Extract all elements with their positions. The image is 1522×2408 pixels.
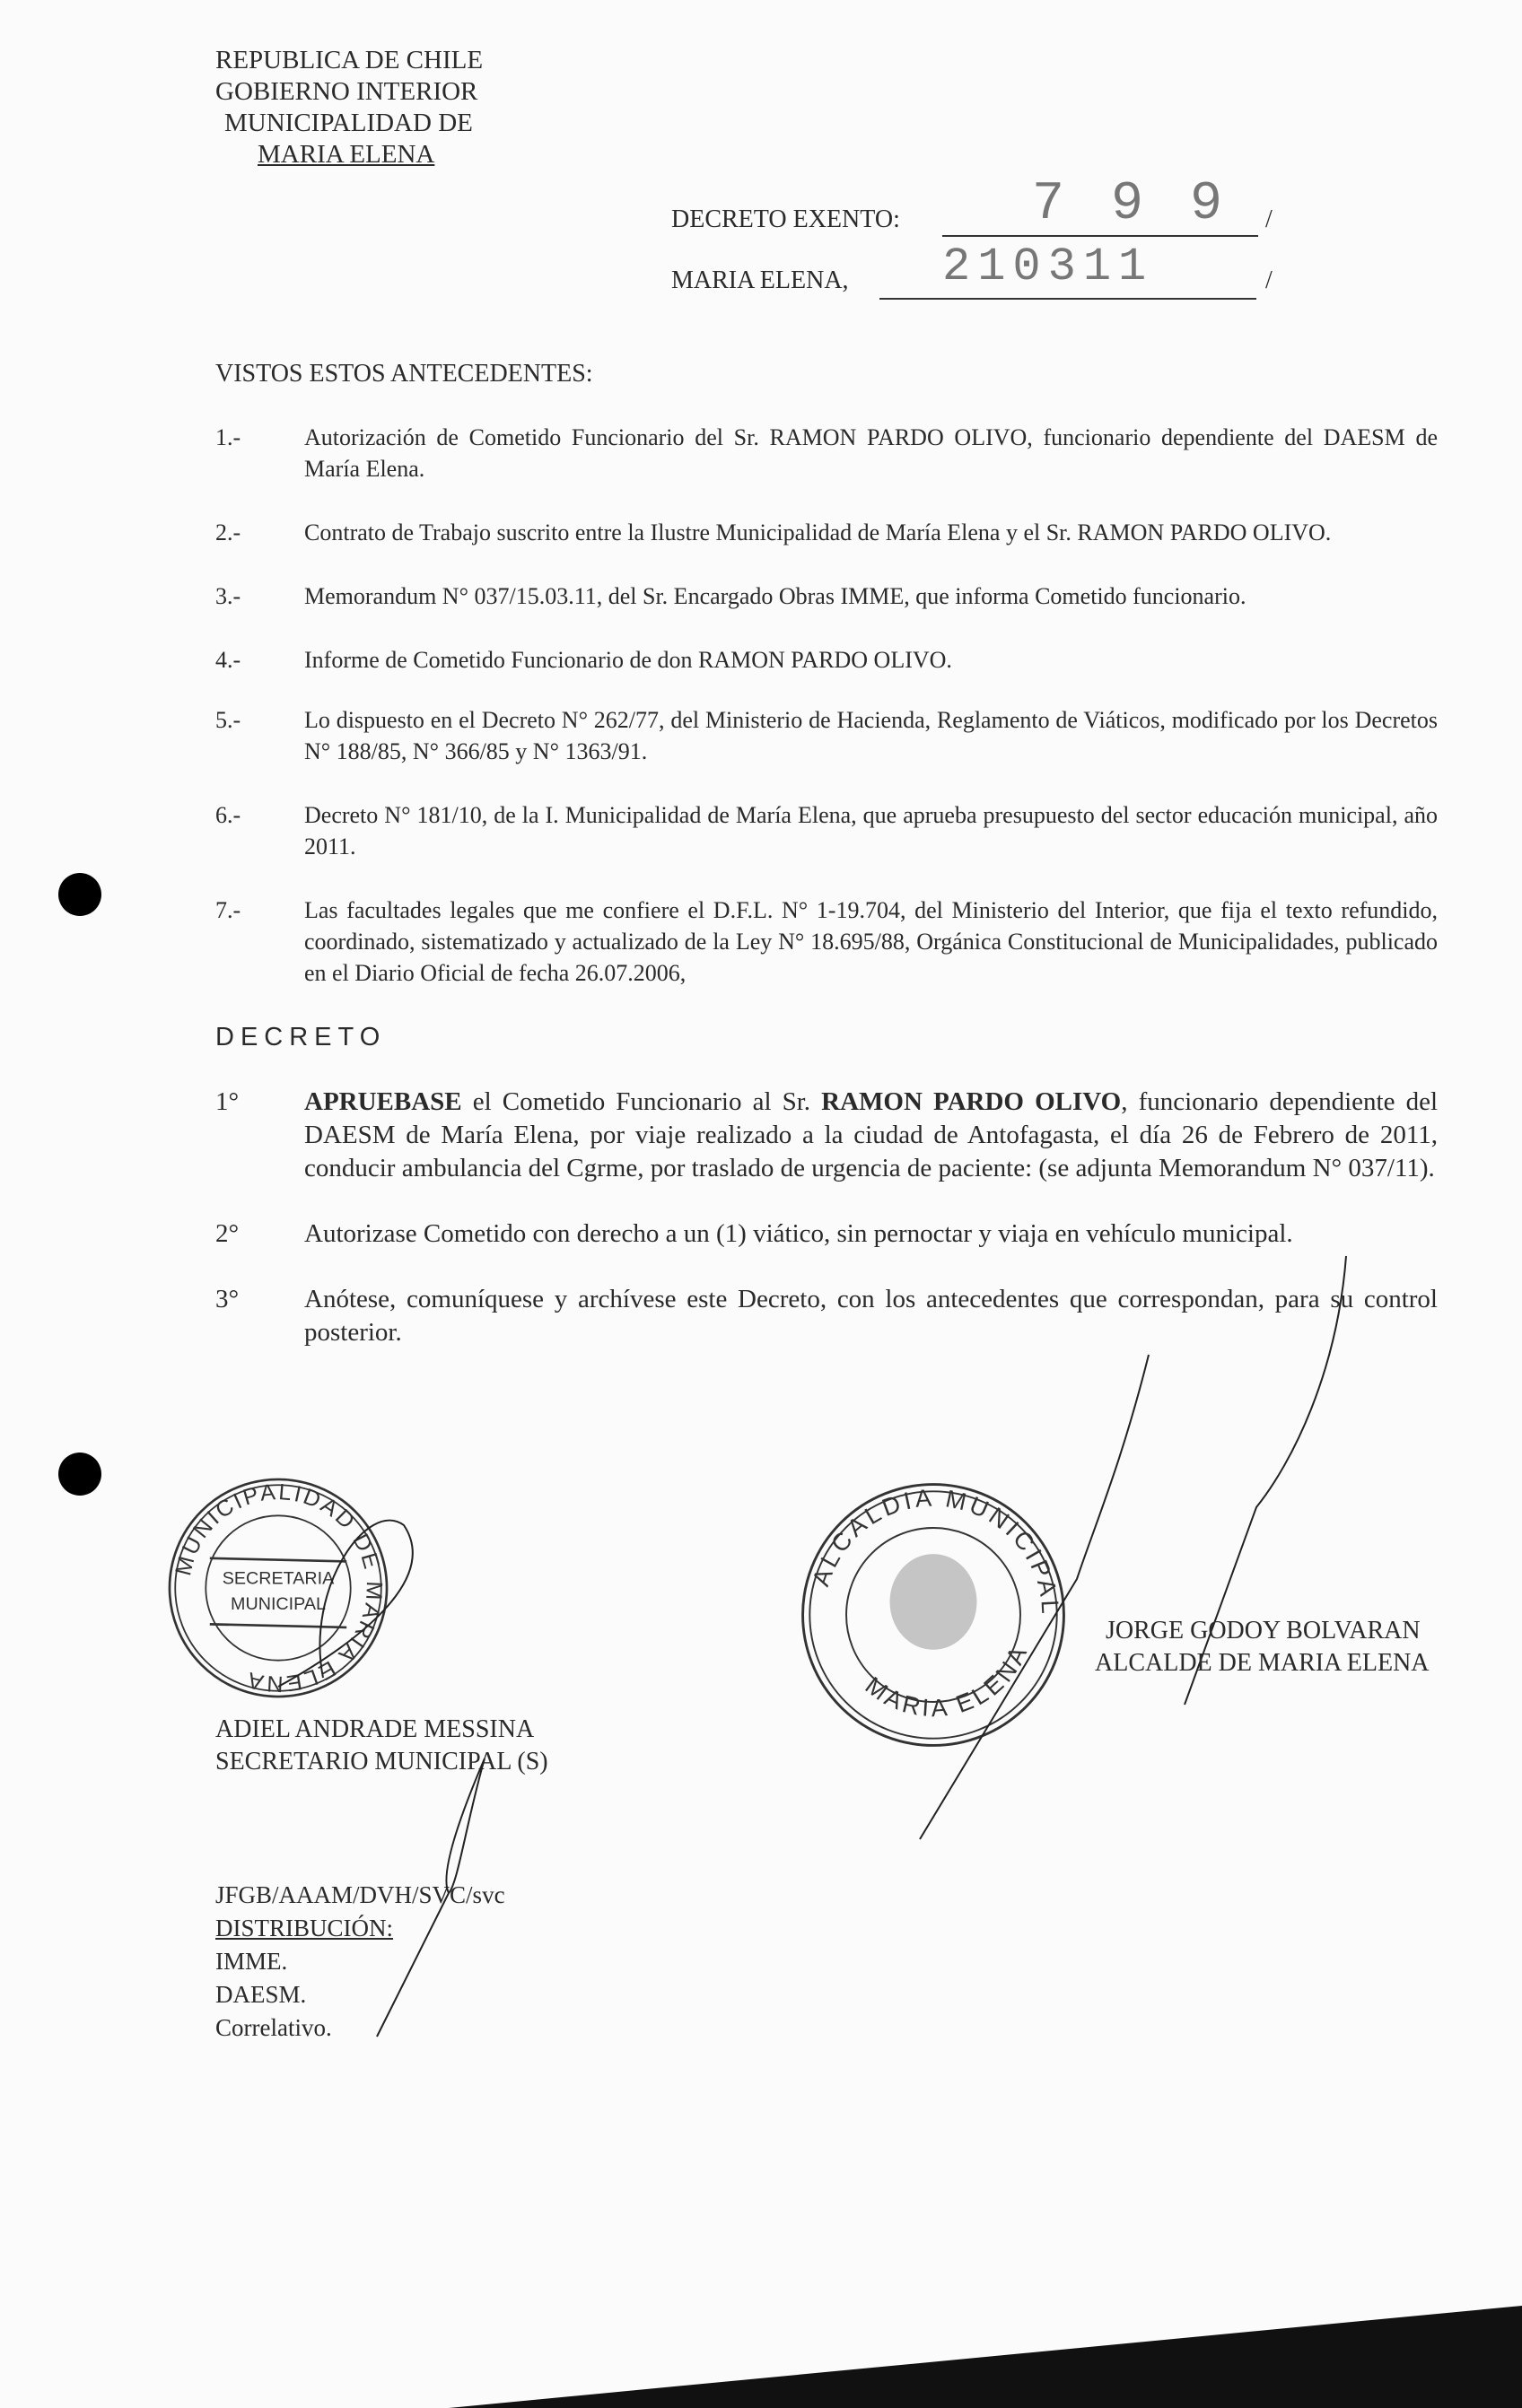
item-text: Memorandum N° 037/15.03.11, del Sr. Encargado Obras IMME, que informa Cometido funcionario.: [304, 583, 1246, 609]
distribution-label: DISTRIBUCIÓN:: [215, 1915, 394, 1941]
vistos-item: [215, 644, 1438, 676]
vistos-item: [215, 894, 1438, 989]
scan-edge-shadow: [0, 2306, 1522, 2408]
signer-name: ADIEL ANDRADE MESSINA: [215, 1715, 535, 1743]
seal-center-text: MUNICIPAL: [231, 1594, 326, 1615]
article-number: 3°: [215, 1285, 240, 1313]
seal-ring-text: MARIA ELENA: [860, 1639, 1034, 1723]
employee-name: RAMON PARDO OLIVO: [821, 1087, 1122, 1116]
distribution-item: IMME.: [215, 1948, 288, 1975]
letterhead-line: MUNICIPALIDAD DE: [224, 109, 473, 137]
vistos-item: [215, 704, 1438, 767]
place-label: MARIA ELENA,: [671, 266, 849, 294]
signer-right: [1095, 1615, 1430, 1679]
article-number: 1°: [215, 1087, 240, 1116]
decree-number-line: [942, 235, 1258, 237]
signature-scribble: [915, 1238, 1364, 1866]
punch-hole: [58, 1453, 101, 1496]
vistos-item: [215, 517, 1438, 548]
article-text: , funcionario dependiente del DAESM de María Elena, por viaje realizado a la ciudad de Antofagasta, el día 26 de Febrero de 2011, conducir ambulancia del Cgrme, por traslado de urgencia de paciente: (se adjunta Memorandum N° 037/11).: [304, 1087, 1439, 1182]
article-text: el Cometido Funcionario al Sr.: [461, 1087, 822, 1116]
article-number: 2°: [215, 1219, 240, 1248]
seal-center-text: SECRETARIA: [222, 1568, 335, 1589]
slash: /: [1265, 205, 1273, 233]
signer-name: JORGE GODOY BOLVARAN: [1106, 1617, 1421, 1645]
item-number: 3.-: [215, 583, 241, 609]
letterhead-line: REPUBLICA DE CHILE: [215, 46, 484, 74]
decree-date: 210311: [942, 240, 1154, 293]
decree-number: 7 9 9: [1032, 174, 1230, 235]
item-text: Contrato de Trabajo suscrito entre la Ilustre Municipalidad de María Elena y el Sr. RAMON PARDO OLIVO.: [304, 519, 1332, 545]
vistos-title: VISTOS ESTOS ANTECEDENTES:: [215, 360, 593, 388]
item-number: 4.-: [215, 647, 241, 673]
item-text: Lo dispuesto en el Decreto N° 262/77, del Ministerio de Hacienda, Reglamento de Viáticos, modificado por los Decretos N° 188/85, N° 366/85 y N° 1363/91.: [304, 707, 1438, 764]
letterhead-line: GOBIERNO INTERIOR: [215, 77, 478, 106]
letterhead-line: MARIA ELENA: [258, 140, 435, 169]
vistos-item: [215, 799, 1438, 862]
article-text: Anótese, comuníquese y archívese este Decreto, con los antecedentes que correspondan, para su control posterior.: [304, 1285, 1438, 1347]
letterhead: [215, 45, 483, 170]
initials: JFGB/AAAM/DVH/SVC/svc: [215, 1881, 505, 1908]
item-number: 7.-: [215, 897, 241, 923]
slash: /: [1265, 266, 1273, 294]
vistos-item: [215, 580, 1438, 612]
article-body: [304, 1086, 1438, 1185]
item-text: Informe de Cometido Funcionario de don RAMON PARDO OLIVO.: [304, 647, 952, 673]
item-number: 1.-: [215, 424, 241, 450]
punch-hole: [58, 873, 101, 916]
item-text: Decreto N° 181/10, de la I. Municipalidad de María Elena, que aprueba presupuesto del sector educación municipal, año 2011.: [304, 802, 1438, 859]
item-text: Autorización de Cometido Funcionario del Sr. RAMON PARDO OLIVO, funcionario dependiente del DAESM de María Elena.: [304, 424, 1438, 482]
vistos-item: [215, 422, 1438, 484]
distribution-item: DAESM.: [215, 1981, 307, 2008]
item-number: 5.-: [215, 707, 241, 733]
seal-ring-text: ALCALDIA MUNICIPAL: [806, 1483, 1065, 1618]
seal-ring-text: MUNICIPALIDAD DE MARIA ELENA: [171, 1479, 387, 1697]
signer-title: ALCALDE DE MARIA ELENA: [1095, 1649, 1430, 1677]
item-text: Las facultades legales que me confiere el D.F.L. N° 1-19.704, del Ministerio del Interior, que fija el texto refundido, coordinado, sistematizado y actualizado de la Ley N° 18.695/88, Orgánica Constitucional de Municipalidades, publicado en el Diario Oficial de fecha 26.07.2006,: [304, 897, 1438, 986]
item-number: 2.-: [215, 519, 241, 545]
date-line: [879, 298, 1256, 300]
distribution-item: Correlativo.: [215, 2014, 332, 2041]
article-verb: APRUEBASE: [304, 1087, 462, 1116]
initial-scribble: [359, 1749, 494, 2046]
signature-scribble: [269, 1507, 449, 1723]
article: [215, 1086, 1438, 1185]
item-number: 6.-: [215, 802, 241, 828]
decree-label: DECRETO EXENTO:: [671, 205, 900, 233]
signer-title: SECRETARIO MUNICIPAL (S): [215, 1748, 548, 1775]
decreto-title: DECRETO: [215, 1023, 387, 1051]
article-text: Autorizase Cometido con derecho a un (1) viático, sin pernoctar y viaja en vehículo municipal.: [304, 1219, 1293, 1248]
